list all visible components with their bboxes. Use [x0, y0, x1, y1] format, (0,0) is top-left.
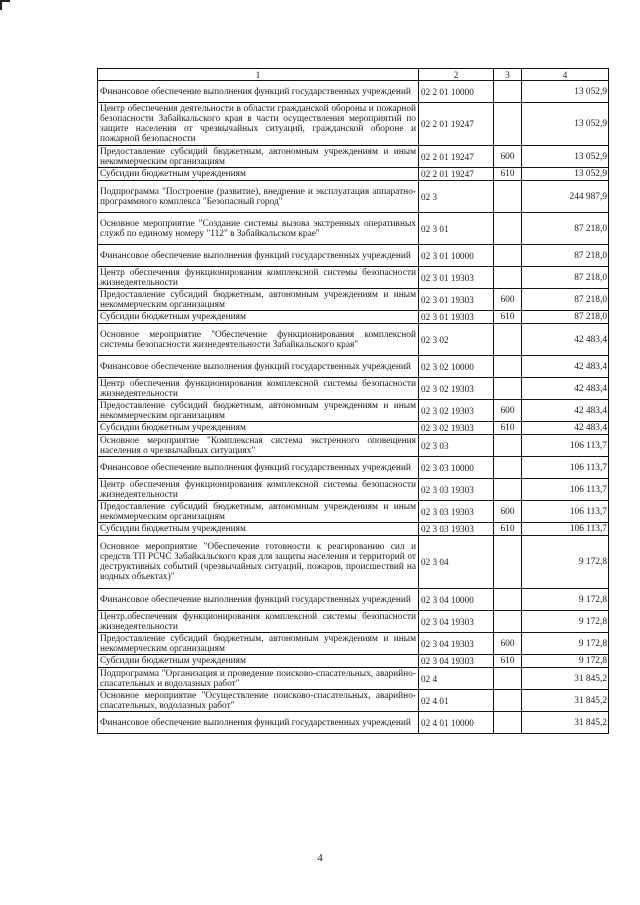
- row-name-cell: Основное мероприятие "Создание системы вызова экстренных оперативных служб по единому номеру "112" в Забайкальском крае": [98, 213, 419, 245]
- row-sum-cell: 9 172,8: [522, 589, 609, 611]
- row-type-cell: [494, 457, 522, 479]
- row-code-cell: 02 3 04 19303: [419, 633, 494, 655]
- row-type-cell: [494, 690, 522, 712]
- row-code-cell: 02 3 03 10000: [419, 457, 494, 479]
- table-row: [98, 103, 609, 146]
- row-sum-cell: 31 845,2: [522, 712, 609, 734]
- row-type-cell: 600: [494, 400, 522, 422]
- row-type-cell: [494, 435, 522, 457]
- header-col-1: 1: [98, 69, 419, 81]
- page-number: 4: [317, 852, 323, 864]
- row-type-cell: 610: [494, 168, 522, 181]
- row-code-cell: 02 3 03 19303: [419, 479, 494, 501]
- table-row: [98, 457, 609, 479]
- table-row: [98, 523, 609, 536]
- table-row: [98, 501, 609, 523]
- row-type-cell: [494, 479, 522, 501]
- table-row: [98, 633, 609, 655]
- row-code-cell: 02 3 04 19303: [419, 611, 494, 633]
- table-row: [98, 181, 609, 213]
- row-sum-cell: 31 845,2: [522, 690, 609, 712]
- row-code-cell: 02 3 03 19303: [419, 501, 494, 523]
- row-type-cell: [494, 611, 522, 633]
- header-col-2: 2: [419, 69, 494, 81]
- row-name-cell: Центр обеспечения функционирования комплексной системы безопасности жизнедеятельности: [98, 378, 419, 400]
- table-row: [98, 311, 609, 324]
- row-sum-cell: 106 113,7: [522, 479, 609, 501]
- row-type-cell: [494, 589, 522, 611]
- row-code-cell: 02 4 01: [419, 690, 494, 712]
- table-row: [98, 668, 609, 690]
- row-type-cell: [494, 181, 522, 213]
- row-name-cell: Предоставление субсидий бюджетным, автономным учреждениям и иным некоммерческим организациям: [98, 146, 419, 168]
- table-row: [98, 422, 609, 435]
- row-name-cell: Финансовое обеспечение выполнения функций государственных учреждений: [98, 712, 419, 734]
- row-name-cell: Центр обеспечения деятельности в области гражданской обороны и пожарной безопасности Забайкальского края в части осуществления мероприятий по защите населения от чрезвычайных ситуаций, гражданской обороне и пожарной безопасности: [98, 103, 419, 146]
- row-sum-cell: 13 052,9: [522, 81, 609, 103]
- scan-corner-mark: [0, 0, 10, 10]
- row-code-cell: 02 3 03 19303: [419, 523, 494, 536]
- row-code-cell: 02 2 01 19247: [419, 103, 494, 146]
- row-type-cell: [494, 81, 522, 103]
- row-name-cell: Субсидии бюджетным учреждениям: [98, 523, 419, 536]
- row-name-cell: Субсидии бюджетным учреждениям: [98, 422, 419, 435]
- row-sum-cell: 9 172,8: [522, 633, 609, 655]
- budget-table: [97, 68, 609, 734]
- table-row: [98, 479, 609, 501]
- row-type-cell: 600: [494, 501, 522, 523]
- table-row: [98, 378, 609, 400]
- row-type-cell: 610: [494, 311, 522, 324]
- row-code-cell: 02 3 02 19303: [419, 422, 494, 435]
- row-type-cell: 600: [494, 289, 522, 311]
- table-row: [98, 267, 609, 289]
- row-sum-cell: 87 218,0: [522, 311, 609, 324]
- row-code-cell: 02 3 01: [419, 213, 494, 245]
- row-sum-cell: 106 113,7: [522, 457, 609, 479]
- row-name-cell: Субсидии бюджетным учреждениям: [98, 168, 419, 181]
- row-code-cell: 02 3 01 19303: [419, 289, 494, 311]
- row-sum-cell: 9 172,8: [522, 611, 609, 633]
- row-code-cell: 02 3 03: [419, 435, 494, 457]
- row-type-cell: [494, 245, 522, 267]
- row-sum-cell: 13 052,9: [522, 146, 609, 168]
- row-name-cell: Предоставление субсидий бюджетным, автономным учреждениям и иным некоммерческим организациям: [98, 289, 419, 311]
- row-code-cell: 02 3 02 19303: [419, 378, 494, 400]
- row-sum-cell: 31 845,2: [522, 668, 609, 690]
- row-code-cell: 02 3 04 10000: [419, 589, 494, 611]
- row-sum-cell: 42 483,4: [522, 400, 609, 422]
- row-type-cell: 610: [494, 523, 522, 536]
- table-row: [98, 690, 609, 712]
- row-type-cell: [494, 536, 522, 589]
- row-code-cell: 02 3 02 10000: [419, 356, 494, 378]
- row-name-cell: Финансовое обеспечение выполнения функций государственных учреждений: [98, 356, 419, 378]
- row-name-cell: Центр обеспечения функционирования комплексной системы безопасности жизнедеятельности: [98, 479, 419, 501]
- row-sum-cell: 244 987,9: [522, 181, 609, 213]
- table-row: [98, 611, 609, 633]
- row-type-cell: [494, 668, 522, 690]
- row-name-cell: Предоставление субсидий бюджетным, автономным учреждениям и иным некоммерческим организациям: [98, 400, 419, 422]
- row-name-cell: Центр обеспечения функционирования комплексной системы безопасности жизнедеятельности: [98, 267, 419, 289]
- table-row: [98, 435, 609, 457]
- row-sum-cell: 106 113,7: [522, 435, 609, 457]
- row-name-cell: Финансовое обеспечение выполнения функций государственных учреждений: [98, 245, 419, 267]
- row-code-cell: 02 2 01 19247: [419, 168, 494, 181]
- row-sum-cell: 106 113,7: [522, 523, 609, 536]
- table-row: [98, 213, 609, 245]
- row-name-cell: Основное мероприятие "Обеспечение функционирования комплексной системы безопасности жизнедеятельности Забайкальского края": [98, 324, 419, 356]
- row-code-cell: 02 3: [419, 181, 494, 213]
- row-sum-cell: 42 483,4: [522, 324, 609, 356]
- row-code-cell: 02 4 01 10000: [419, 712, 494, 734]
- row-code-cell: 02 2 01 10000: [419, 81, 494, 103]
- row-sum-cell: 13 052,9: [522, 168, 609, 181]
- row-code-cell: 02 3 02: [419, 324, 494, 356]
- row-name-cell: Предоставление субсидий бюджетным, автономным учреждениям и иным некоммерческим организациям: [98, 633, 419, 655]
- row-name-cell: Субсидии бюджетным учреждениям: [98, 311, 419, 324]
- row-name-cell: Финансовое обеспечение выполнения функций государственных учреждений: [98, 81, 419, 103]
- row-type-cell: [494, 103, 522, 146]
- row-sum-cell: 9 172,8: [522, 536, 609, 589]
- row-code-cell: 02 3 01 19303: [419, 311, 494, 324]
- budget-table-container: [97, 68, 608, 734]
- table-row: [98, 245, 609, 267]
- row-type-cell: 600: [494, 633, 522, 655]
- row-type-cell: [494, 712, 522, 734]
- row-name-cell: Подпрограмма "Построение (развитие), внедрение и эксплуатация аппаратно-программного комплекса "Безопасный город": [98, 181, 419, 213]
- row-type-cell: [494, 356, 522, 378]
- row-code-cell: 02 3 04 19303: [419, 655, 494, 668]
- row-name-cell: Подпрограмма "Организация и проведение поисково-спасательных, аварийно-спасательных и водолазных работ": [98, 668, 419, 690]
- row-sum-cell: 9 172,8: [522, 655, 609, 668]
- row-code-cell: 02 2 01 19247: [419, 146, 494, 168]
- row-code-cell: 02 4: [419, 668, 494, 690]
- row-sum-cell: 87 218,0: [522, 245, 609, 267]
- table-body: [98, 81, 609, 734]
- row-name-cell: Центр.обеспечения функционирования комплексной системы безопасности жизнедеятельности: [98, 611, 419, 633]
- row-name-cell: Основное мероприятие "Осуществление поисково-спасательных, аварийно-спасательных, водолазных работ": [98, 690, 419, 712]
- row-code-cell: 02 3 02 19303: [419, 400, 494, 422]
- row-name-cell: Субсидии бюджетным учреждениям: [98, 655, 419, 668]
- row-sum-cell: 42 483,4: [522, 378, 609, 400]
- row-sum-cell: 42 483,4: [522, 422, 609, 435]
- row-code-cell: 02 3 01 10000: [419, 245, 494, 267]
- table-row: [98, 536, 609, 589]
- table-row: [98, 146, 609, 168]
- header-col-3: 3: [494, 69, 522, 81]
- row-code-cell: 02 3 01 19303: [419, 267, 494, 289]
- row-name-cell: Предоставление субсидий бюджетным, автономным учреждениям и иным некоммерческим организациям: [98, 501, 419, 523]
- header-col-4: 4: [522, 69, 609, 81]
- table-row: [98, 356, 609, 378]
- table-row: [98, 400, 609, 422]
- row-name-cell: Основное мероприятие "Обеспечение готовности к реагированию сил и средств ТП РСЧС Забайкальского края для защиты населения и территорий от деструктивных событий (чрезвычайных ситуаций, пожаров, происшествий на водных объектах)": [98, 536, 419, 589]
- row-name-cell: Основное мероприятие "Комплексная система экстренного оповещения населения о чрезвычайных ситуациях": [98, 435, 419, 457]
- table-header-row: [98, 69, 609, 81]
- row-type-cell: 600: [494, 146, 522, 168]
- row-type-cell: 610: [494, 655, 522, 668]
- row-sum-cell: 87 218,0: [522, 213, 609, 245]
- table-row: [98, 655, 609, 668]
- row-name-cell: Финансовое обеспечение выполнения функций государственных учреждений: [98, 589, 419, 611]
- row-type-cell: [494, 378, 522, 400]
- table-row: [98, 168, 609, 181]
- row-sum-cell: 87 218,0: [522, 267, 609, 289]
- table-row: [98, 712, 609, 734]
- row-type-cell: [494, 324, 522, 356]
- row-type-cell: [494, 213, 522, 245]
- row-type-cell: [494, 267, 522, 289]
- table-row: [98, 324, 609, 356]
- row-sum-cell: 42 483,4: [522, 356, 609, 378]
- row-sum-cell: 13 052,9: [522, 103, 609, 146]
- row-type-cell: 610: [494, 422, 522, 435]
- table-row: [98, 589, 609, 611]
- row-name-cell: Финансовое обеспечение выполнения функций государственных учреждений: [98, 457, 419, 479]
- row-code-cell: 02 3 04: [419, 536, 494, 589]
- table-row: [98, 81, 609, 103]
- row-sum-cell: 87 218,0: [522, 289, 609, 311]
- row-sum-cell: 106 113,7: [522, 501, 609, 523]
- table-row: [98, 289, 609, 311]
